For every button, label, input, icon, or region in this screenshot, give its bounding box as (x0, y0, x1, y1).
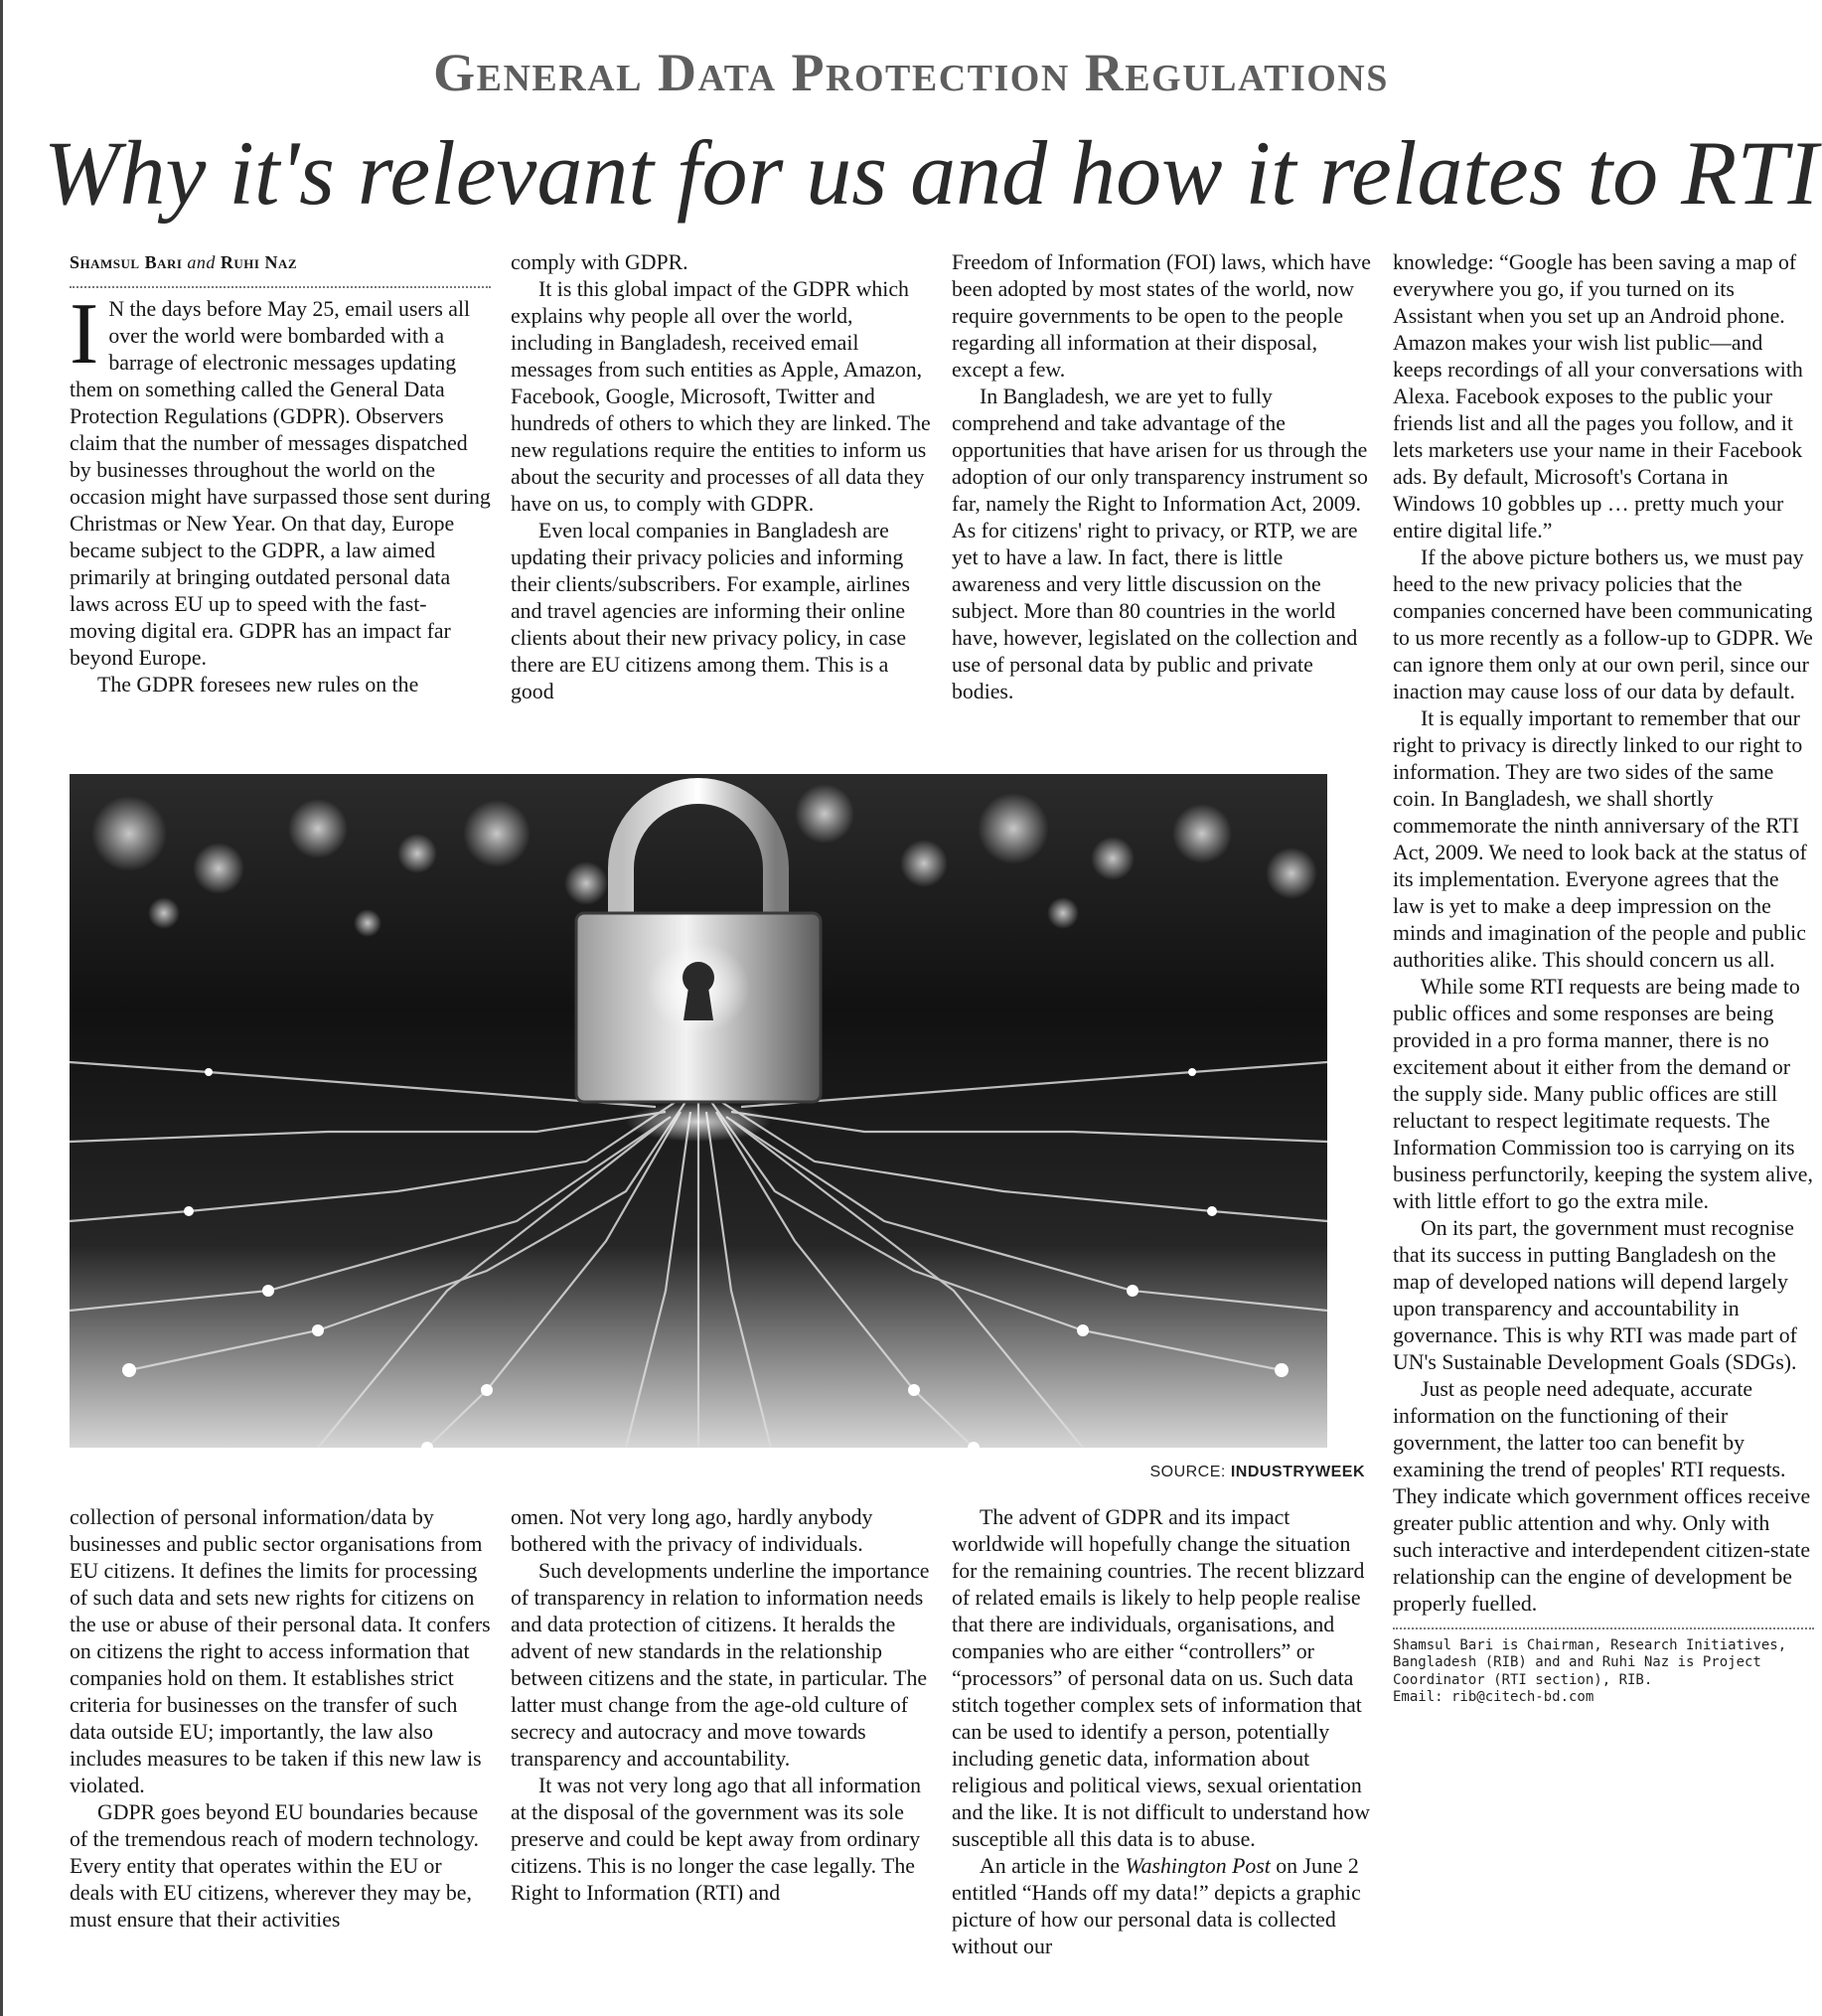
column-4 (1393, 249, 1814, 1707)
image-source-credit: SOURCE: INDUSTRYWEEK (1149, 1464, 1365, 1480)
bio-text: Shamsul Bari is Chairman, Research Initiatives, Bangladesh (RIB) and and Ruhi Naz is Project Coordinator (RTI section), RIB. (1393, 1637, 1787, 1688)
column-3-bottom (952, 1504, 1373, 1960)
paragraph: Freedom of Information (FOI) laws, which have been adopted by most states of the world, now require governments to be open to the people regarding all information at their disposal, except a few. (952, 250, 1371, 382)
column-3-top (952, 249, 1373, 705)
paragraph: knowledge: “Google has been saving a map of everywhere you go, if you turned on its Assistant when you set up an Android phone. Amazon makes your wish list public—and keeps recordings of all your conversations with Alexa. Facebook exposes to the public your friends list and all the pages you follow, and it lets marketers use your name in their Facebook ads. By default, Microsoft's Cortana in Windows 10 gobbles up … pretty much your entire digital life.” (1393, 250, 1803, 543)
drop-cap: I (70, 286, 99, 383)
byline-divider (70, 276, 491, 288)
paragraph: The advent of GDPR and its impact worldwide will hopefully change the situation for the remaining countries. The recent blizzard of related emails is likely to help people realise that there are individuals, organisations, and companies who are either “controllers” or “processors” of personal data on us. Such data stitch together complex sets of information that can be used to identify a person, potentially including genetic data, information about religious and political views, sexual orientation and the like. It is not difficult to understand how susceptible all this data is to abuse. (952, 1505, 1370, 1851)
paragraph: In Bangladesh, we are yet to fully comprehend and take advantage of the opportunities that have arisen for us through the adoption of our only transparency instrument so far, namely the Right to Information Act, 2009. As for citizens' right to privacy, or RTP, we are yet to have a law. In fact, there is little awareness and very little discussion on the subject. More than 80 countries in the world have, however, legislated on the collection and use of personal data by public and private bodies. (952, 385, 1368, 703)
section-kicker: General Data Protection Regulations (433, 43, 1389, 102)
paragraph: An article in the Washington Post on June 2 entitled “Hands off my data!” depicts a graphic picture of how our personal data is collected without our (952, 1854, 1361, 1958)
column-1-top (70, 249, 491, 698)
column-2-bottom (511, 1504, 932, 1907)
headline: Why it's relevant for us and how it relates to RTI (43, 122, 1819, 224)
publication-name: Washington Post (1125, 1854, 1271, 1878)
column-2-top (511, 249, 932, 705)
column-1-bottom (70, 1504, 491, 1934)
author-bio (1393, 1628, 1814, 1707)
paragraph: I N the days before May 25, email users all over the world were bombarded with a barrage of electronic messages updating them on something called the General Data Protection Regulations (GDPR). Observers claim that the number of messages dispatched by businesses throughout the world on the occasion might have surpassed those sent during Christmas or New Year. On that day, Europe became subject to the GDPR, a law aimed primarily at bringing outdated personal data laws across EU up to speed with the fast-moving digital era. GDPR has an impact far beyond Europe. (70, 286, 491, 670)
paragraph: GDPR goes beyond EU boundaries because of the tremendous reach of modern technology. Every entity that operates within the EU or deals with EU citizens, wherever they may be, must ensure that their activities (70, 1800, 479, 1932)
paragraph: It was not very long ago that all information at the disposal of the government was its sole preserve and could be kept away from ordinary citizens. This is no longer the case legally. The Right to Information (RTI) and (511, 1774, 921, 1905)
paragraph: omen. Not very long ago, hardly anybody bothered with the privacy of individuals. (511, 1505, 873, 1556)
paragraph: If the above picture bothers us, we must pay heed to the new privacy policies that the companies concerned have been communicating to us more recently as a follow-up to GDPR. We can ignore them only at our own peril, since our inaction may cause loss of our data by default. (1393, 545, 1813, 703)
paragraph: Just as people need adequate, accurate information on the functioning of their government, the latter too can benefit by examining the trend of peoples' RTI requests. They indicate which government offices receive greater public attention and why. Only with such interactive and interdependent citizen-state relationship can the engine of development be properly fuelled. (1393, 1377, 1811, 1616)
paragraph: comply with GDPR. (511, 250, 688, 274)
paragraph: Such developments underline the importance of transparency in relation to information needs and data protection of citizens. It heralds the advent of new standards in the relationship between citizens and the state, in particular. The latter must change from the age-old culture of secrecy and autocracy and move towards transparency and accountability. (511, 1559, 930, 1771)
paragraph: It is equally important to remember that our right to privacy is directly linked to our right to information. They are two sides of the same coin. In Bangladesh, we shall shortly commemorate the ninth anniversary of the RTI Act, 2009. We need to look back at the status of its implementation. Everyone agrees that the law is yet to make a deep impression on the minds and imagination of the people and public authorities alike. This should concern us all. (1393, 706, 1807, 972)
paragraph: While some RTI requests are being made to public offices and some responses are being provided in a pro forma manner, there is no excitement about it either from the demand or the supply side. Many public offices are still reluctant to respect legitimate requests. The Information Commission too is carrying on its business perfunctorily, keeping the system alive, with little effort to go the extra mile. (1393, 975, 1813, 1213)
byline (70, 249, 491, 276)
page-edge-rule (0, 0, 3, 2016)
padlock-circuit-photo (70, 774, 1327, 1448)
bio-email: Email: rib@citech-bd.com (1393, 1689, 1594, 1706)
author-2: Ruhi Naz (220, 252, 298, 272)
paragraph: The GDPR foresees new rules on the (97, 673, 419, 697)
paragraph: On its part, the government must recognise that its success in putting Bangladesh on the map of developed nations will depend largely upon transparency and accountability in governance. This is why RTI was made part of UN's Sustainable Development Goals (SDGs). (1393, 1216, 1797, 1374)
author-1: Shamsul Bari (70, 252, 183, 272)
byline-and: and (187, 252, 216, 272)
paragraph: It is this global impact of the GDPR which explains why people all over the world, including in Bangladesh, received email messages from such entities as Apple, Amazon, Facebook, Google, Microsoft, Twitter and hundreds of others to which they are linked. The new regulations require the entities to inform us about the security and processes of all data they have on us, to comply with GDPR. (511, 277, 931, 516)
paragraph: Even local companies in Bangladesh are updating their privacy policies and informing their clients/subscribers. For example, airlines and travel agencies are informing their online clients about their new privacy policy, in case there are EU citizens among them. This is a good (511, 519, 910, 703)
paragraph: collection of personal information/data by businesses and public sector organisations from EU citizens. It defines the limits for processing of such data and sets new rights for citizens on the use or abuse of their personal data. It confers on citizens the right to access information that companies hold on them. It establishes strict criteria for businesses on the transfer of such data outside EU; importantly, the law also includes measures to be taken if this new law is violated. (70, 1505, 491, 1797)
